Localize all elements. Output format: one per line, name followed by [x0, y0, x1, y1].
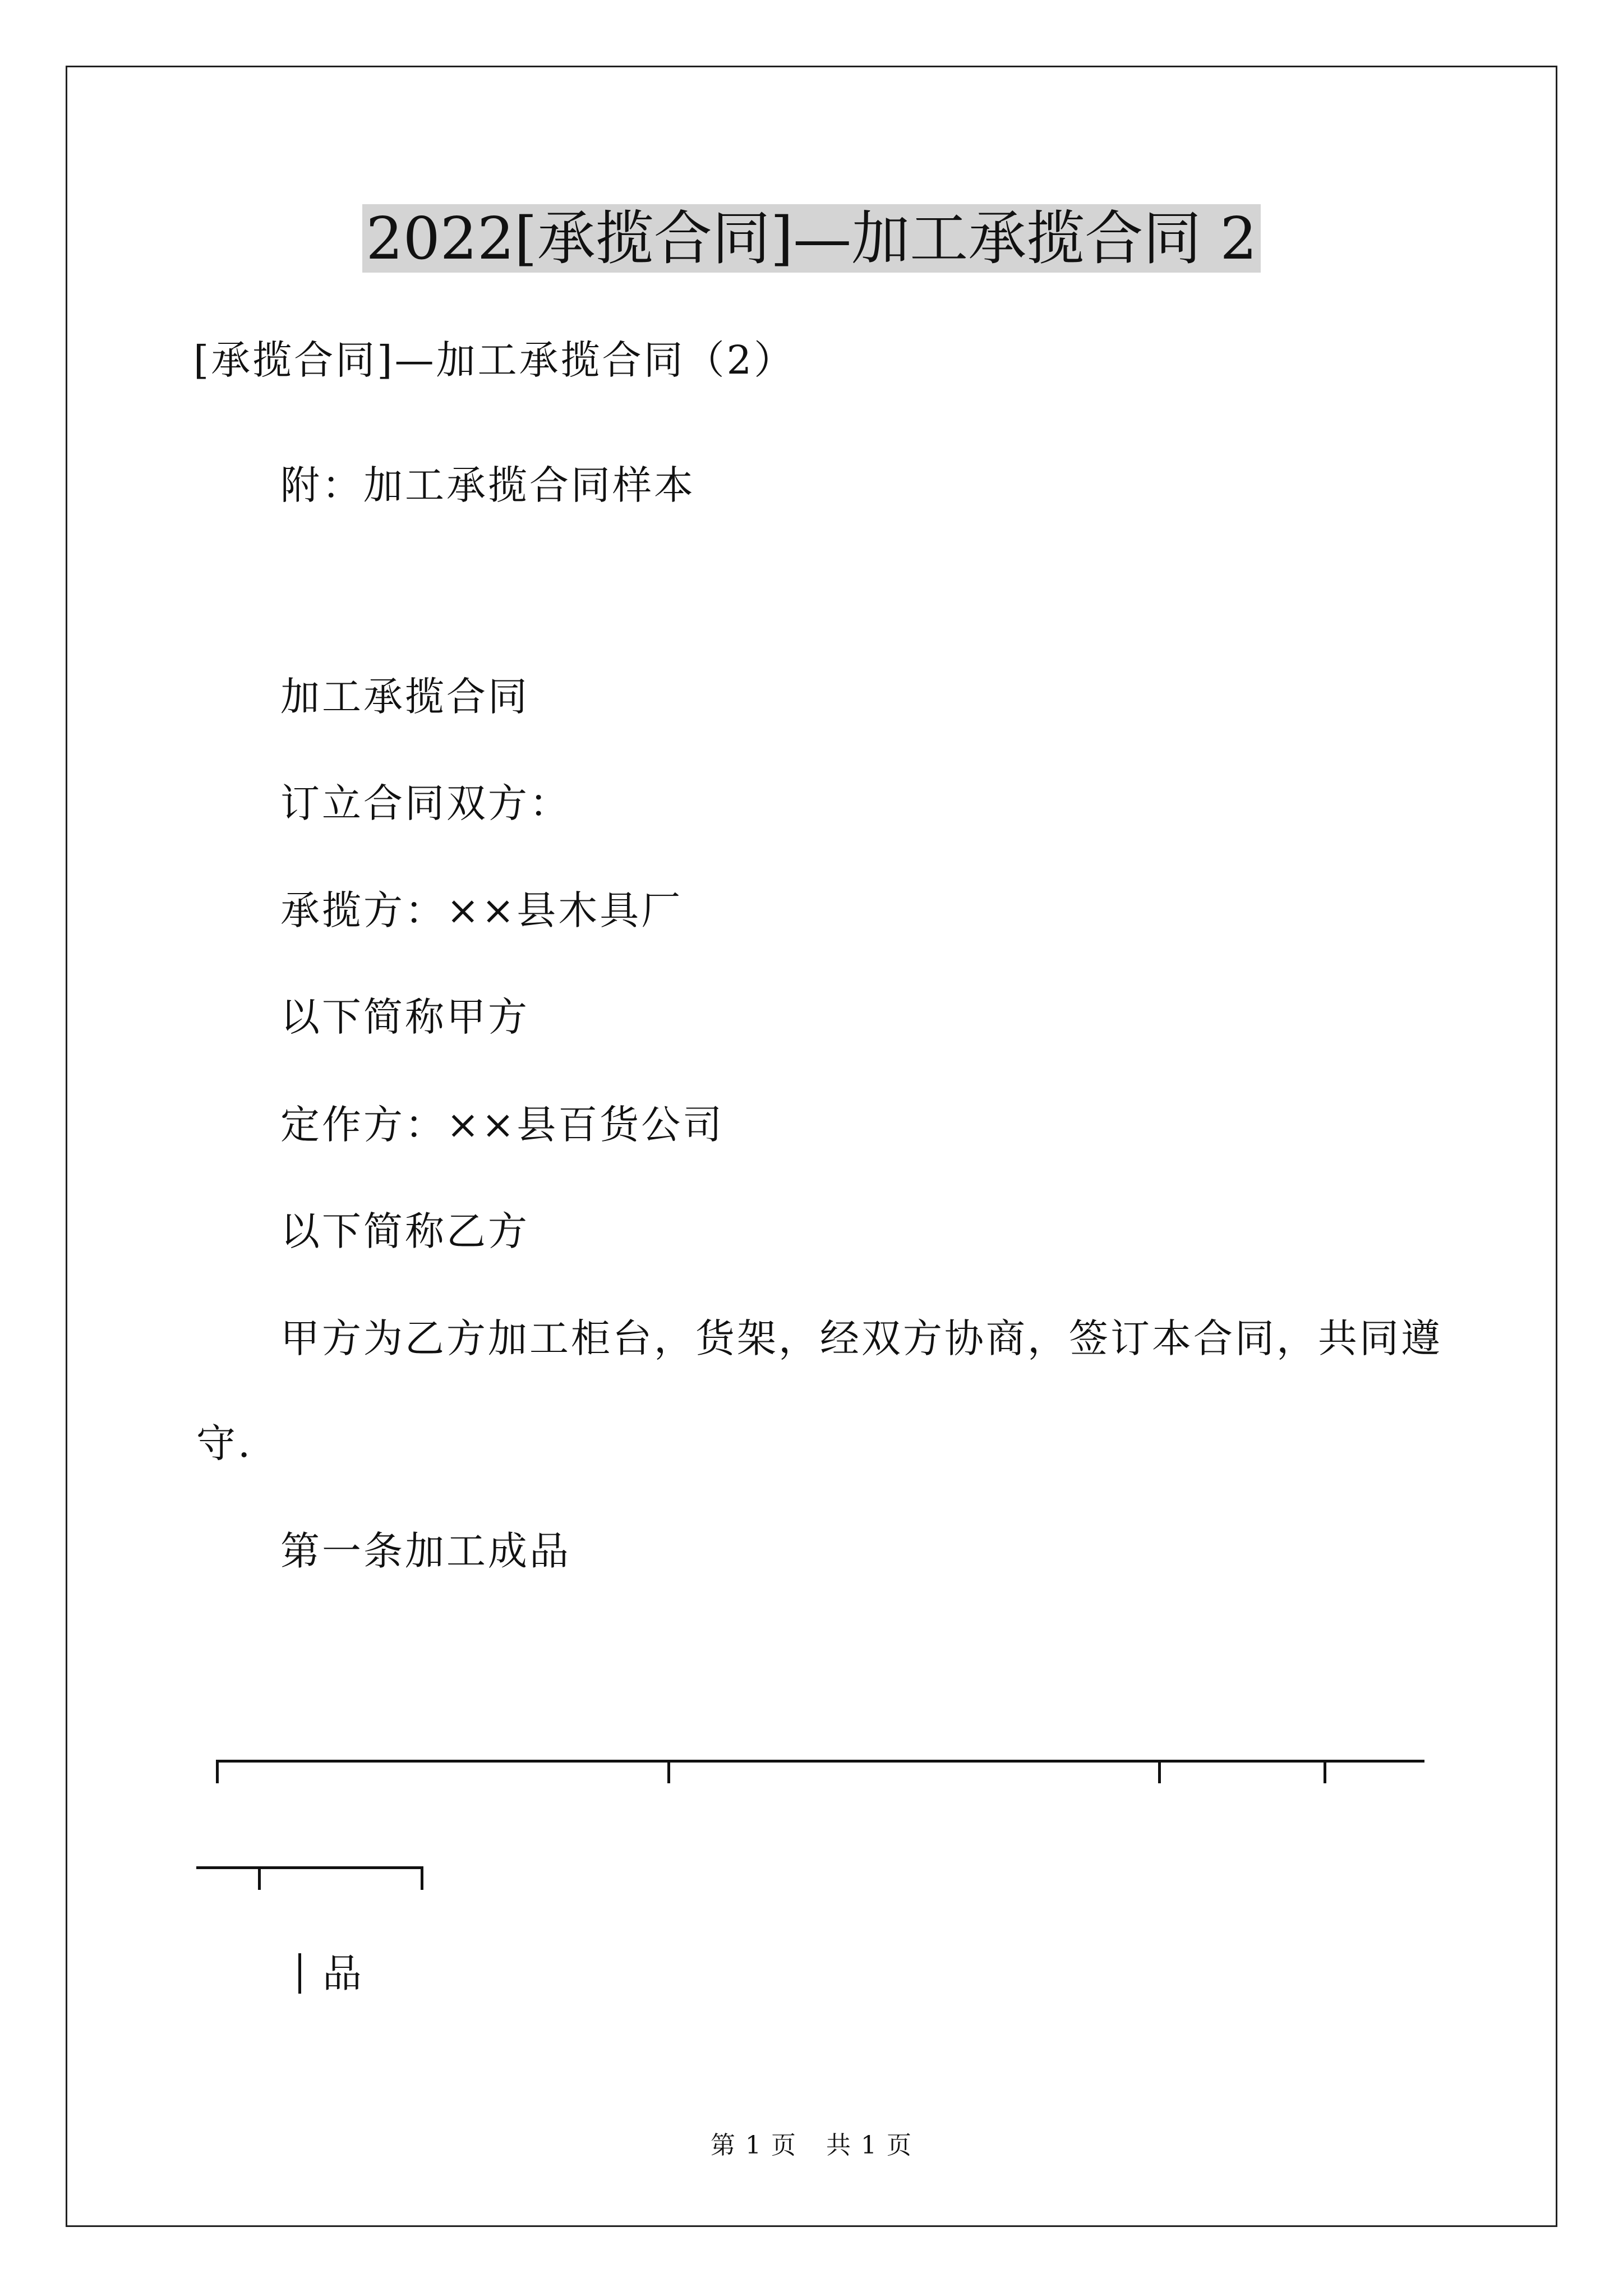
paragraph-contract-heading: 加工承揽合同 — [280, 674, 529, 720]
paragraph-article-one: 第一条加工成品 — [280, 1528, 571, 1574]
page-number-label: 第 1 页 — [711, 2131, 797, 2160]
paragraph-agreement: 甲方为乙方加工柜台，货架，经双方协商，签订本合同，共同遵 — [280, 1315, 1442, 1361]
paragraph-agreement-continued: 守. — [196, 1420, 253, 1466]
table-column-tick — [1158, 1760, 1161, 1783]
page-total-label: 共 1 页 — [826, 2131, 912, 2160]
document-title: 2022[承揽合同]—加工承揽合同 2 — [0, 199, 1623, 278]
paragraph-party-a: 以下简称甲方 — [280, 994, 529, 1040]
table-row-border — [196, 1866, 423, 1869]
table-column-tick — [1324, 1760, 1326, 1783]
paragraph-parties: 订立合同双方： — [280, 780, 571, 826]
paragraph-party-b: 以下简称乙方 — [280, 1208, 529, 1254]
paragraph-contractor: 承揽方：××县木具厂 — [280, 887, 683, 933]
document-subtitle: [承揽合同]—加工承揽合同（2） — [193, 337, 796, 383]
table-cell-text: 品 — [322, 1950, 364, 1996]
table-column-tick — [258, 1866, 261, 1890]
table-column-tick — [421, 1866, 423, 1890]
paragraph-attachment: 附：加工承揽合同样本 — [280, 462, 695, 508]
table-column-tick — [216, 1760, 219, 1783]
paragraph-orderer: 定作方：××县百货公司 — [280, 1102, 725, 1148]
table-cell-border — [298, 1953, 301, 1994]
table-top-border — [216, 1760, 1424, 1763]
table-column-tick — [667, 1760, 670, 1783]
page-footer — [0, 2129, 1623, 2162]
